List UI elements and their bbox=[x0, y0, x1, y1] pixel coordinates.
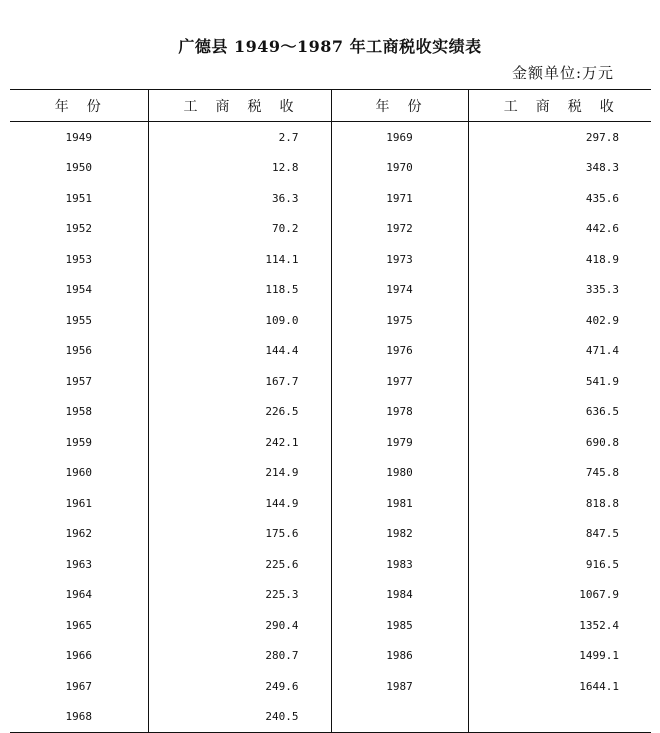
unit-label: 金额单位:万元 bbox=[511, 64, 614, 82]
tax-table bbox=[10, 89, 651, 733]
year-right-cell: 1974 bbox=[331, 275, 468, 306]
tax-right-cell: 1352.4 bbox=[579, 618, 619, 632]
tax-right-cell: 916.5 bbox=[585, 557, 619, 571]
table-row bbox=[10, 366, 651, 397]
table-row bbox=[10, 244, 651, 275]
tax-right-cell: 442.6 bbox=[585, 222, 619, 236]
year-right-cell: 1986 bbox=[331, 641, 468, 672]
table-row bbox=[10, 427, 651, 458]
year-right-cell: 1972 bbox=[331, 214, 468, 245]
year-right-cell: 1981 bbox=[331, 488, 468, 519]
header-year-left: 年 份 bbox=[10, 90, 148, 122]
tax-left-cell: 242.1 bbox=[148, 427, 331, 458]
year-left-cell: 1950 bbox=[10, 153, 148, 184]
tax-left-cell: 70.2 bbox=[148, 214, 331, 245]
year-left-cell: 1964 bbox=[10, 580, 148, 611]
table-row bbox=[10, 183, 651, 214]
table-row bbox=[10, 549, 651, 580]
header-tax-right: 工 商 税 收 bbox=[468, 90, 651, 122]
tax-left-cell: 225.6 bbox=[148, 549, 331, 580]
year-left-cell: 1957 bbox=[10, 366, 148, 397]
tax-left-cell: 226.5 bbox=[148, 397, 331, 428]
tax-left-cell: 214.9 bbox=[148, 458, 331, 489]
year-left-cell: 1966 bbox=[10, 641, 148, 672]
tax-left-cell: 118.5 bbox=[148, 275, 331, 306]
year-right-cell: 1980 bbox=[331, 458, 468, 489]
year-left-cell: 1963 bbox=[10, 549, 148, 580]
page-title: 广德县 1949～1987 年工商税收实绩表 bbox=[178, 37, 482, 56]
year-left-cell: 1965 bbox=[10, 610, 148, 641]
tax-left-cell: 225.3 bbox=[148, 580, 331, 611]
year-left-cell: 1951 bbox=[10, 183, 148, 214]
header-tax-left: 工 商 税 收 bbox=[148, 90, 331, 122]
table-row bbox=[10, 671, 651, 702]
tax-right-cell: 1499.1 bbox=[579, 649, 619, 663]
year-left-cell: 1952 bbox=[10, 214, 148, 245]
year-left-cell: 1968 bbox=[10, 702, 148, 733]
tax-left-cell: 2.7 bbox=[148, 122, 331, 153]
year-right-cell: 1973 bbox=[331, 244, 468, 275]
table-row bbox=[10, 214, 651, 245]
table-row bbox=[10, 122, 651, 153]
year-left-cell: 1967 bbox=[10, 671, 148, 702]
tax-right-cell bbox=[468, 702, 651, 733]
year-right-cell: 1987 bbox=[331, 671, 468, 702]
tax-right-cell: 745.8 bbox=[585, 466, 619, 480]
table-row bbox=[10, 580, 651, 611]
year-left-cell: 1955 bbox=[10, 305, 148, 336]
year-right-cell: 1979 bbox=[331, 427, 468, 458]
tax-left-cell: 144.9 bbox=[148, 488, 331, 519]
year-right-cell: 1969 bbox=[331, 122, 468, 153]
table-row bbox=[10, 641, 651, 672]
tax-left-cell: 114.1 bbox=[148, 244, 331, 275]
tax-left-cell: 240.5 bbox=[148, 702, 331, 733]
table-row bbox=[10, 275, 651, 306]
table-row bbox=[10, 458, 651, 489]
year-right-cell: 1985 bbox=[331, 610, 468, 641]
table-row bbox=[10, 336, 651, 367]
header-year-right: 年 份 bbox=[331, 90, 468, 122]
tax-left-cell: 36.3 bbox=[148, 183, 331, 214]
table-row bbox=[10, 305, 651, 336]
table-row bbox=[10, 702, 651, 733]
tax-left-cell: 249.6 bbox=[148, 671, 331, 702]
year-right-cell bbox=[331, 702, 468, 733]
year-right-cell: 1978 bbox=[331, 397, 468, 428]
table-row bbox=[10, 519, 651, 550]
year-left-cell: 1960 bbox=[10, 458, 148, 489]
tax-right-cell: 847.5 bbox=[585, 527, 619, 541]
tax-left-cell: 167.7 bbox=[148, 366, 331, 397]
tax-left-cell: 290.4 bbox=[148, 610, 331, 641]
table-row bbox=[10, 488, 651, 519]
tax-left-cell: 12.8 bbox=[148, 153, 331, 184]
tax-right-cell: 541.9 bbox=[585, 374, 619, 388]
year-right-cell: 1984 bbox=[331, 580, 468, 611]
year-left-cell: 1961 bbox=[10, 488, 148, 519]
year-left-cell: 1959 bbox=[10, 427, 148, 458]
year-left-cell: 1956 bbox=[10, 336, 148, 367]
table-row bbox=[10, 153, 651, 184]
year-right-cell: 1971 bbox=[331, 183, 468, 214]
year-left-cell: 1958 bbox=[10, 397, 148, 428]
year-right-cell: 1982 bbox=[331, 519, 468, 550]
tax-left-cell: 175.6 bbox=[148, 519, 331, 550]
tax-right-cell: 297.8 bbox=[585, 130, 619, 144]
tax-right-cell: 1067.9 bbox=[579, 588, 619, 602]
tax-right-cell: 471.4 bbox=[585, 344, 619, 358]
year-left-cell: 1949 bbox=[10, 122, 148, 153]
year-left-cell: 1962 bbox=[10, 519, 148, 550]
year-right-cell: 1983 bbox=[331, 549, 468, 580]
header-row bbox=[10, 90, 651, 122]
tax-right-cell: 435.6 bbox=[585, 191, 619, 205]
year-right-cell: 1977 bbox=[331, 366, 468, 397]
year-left-cell: 1954 bbox=[10, 275, 148, 306]
year-left-cell: 1953 bbox=[10, 244, 148, 275]
tax-right-cell: 1644.1 bbox=[579, 679, 619, 693]
tax-right-cell: 335.3 bbox=[585, 283, 619, 297]
year-right-cell: 1976 bbox=[331, 336, 468, 367]
tax-right-cell: 348.3 bbox=[585, 161, 619, 175]
tax-left-cell: 144.4 bbox=[148, 336, 331, 367]
tax-right-cell: 402.9 bbox=[585, 313, 619, 327]
tax-right-cell: 818.8 bbox=[585, 496, 619, 510]
tax-left-cell: 280.7 bbox=[148, 641, 331, 672]
tax-right-cell: 690.8 bbox=[585, 435, 619, 449]
table-body bbox=[10, 122, 651, 733]
year-right-cell: 1975 bbox=[331, 305, 468, 336]
table-row bbox=[10, 610, 651, 641]
tax-left-cell: 109.0 bbox=[148, 305, 331, 336]
table-row bbox=[10, 397, 651, 428]
tax-right-cell: 636.5 bbox=[585, 405, 619, 419]
year-right-cell: 1970 bbox=[331, 153, 468, 184]
tax-right-cell: 418.9 bbox=[585, 252, 619, 266]
